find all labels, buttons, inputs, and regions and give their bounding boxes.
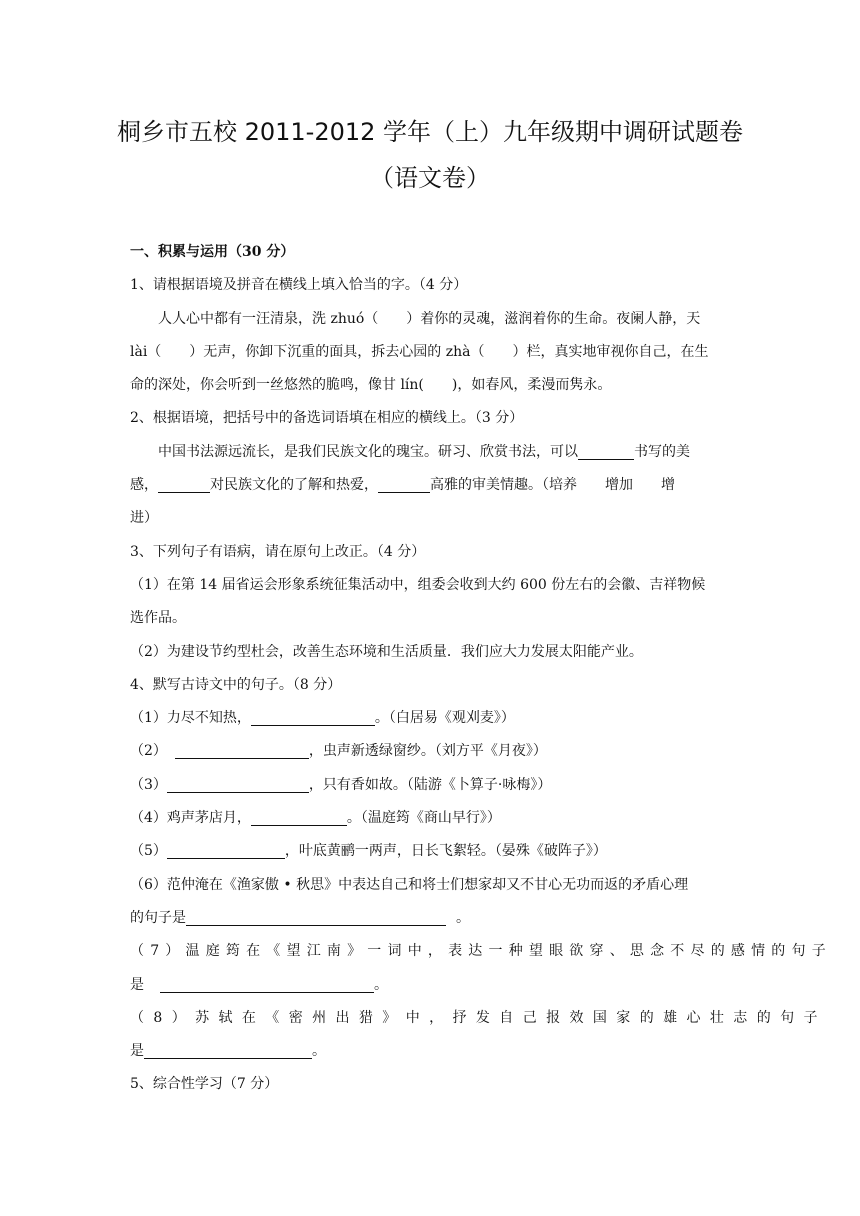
answer-blank[interactable]	[167, 840, 285, 859]
page-subtitle: （语文卷）	[370, 164, 490, 192]
item-text: ，虫声新透绿窗纱。（刘方平《月夜》）	[308, 743, 547, 760]
question-1-line-3: 命的深处，你会听到一丝悠然的脆鸣，像甘 lín( )，如春风，柔漫而隽永。	[130, 377, 612, 394]
answer-blank[interactable]	[186, 907, 446, 926]
question-4-item-7-cont	[130, 969, 730, 1002]
question-4-item-8-cont	[130, 1035, 730, 1068]
question-4-item-8: （8）苏轼在《密州出猎》中，抒发自己报效国家的雄心壮志的句子	[130, 1009, 827, 1026]
question-1-line-1: 人人心中都有一汪清泉，洗 zhuó（ ）着你的灵魂，滋润着你的生命。夜阑人静，天	[158, 310, 701, 327]
question-4-item-1	[130, 702, 730, 735]
item-text: （4）鸡声茅店月，	[130, 810, 251, 827]
question-3-sentence-2: （2）为建设节约型杜会，改善生态环境和生活质量．我们应大力发展太阳能产业。	[130, 643, 643, 660]
item-text: 是	[130, 1043, 144, 1060]
answer-blank[interactable]	[175, 740, 309, 759]
answer-blank[interactable]	[578, 441, 634, 460]
item-text: （1）力尽不知热，	[130, 710, 251, 727]
answer-blank[interactable]	[251, 807, 347, 826]
question-2-line-1	[130, 436, 730, 469]
q2-text: 感，	[130, 477, 158, 494]
q2-text: 书写的美	[634, 443, 690, 460]
q2-text: 对民族文化的了解和热爱，	[210, 477, 378, 494]
question-4-item-6: （6）范仲淹在《渔家傲 • 秋思》中表达自己和将士们想家却又不甘心无功而返的矛盾心理	[130, 876, 689, 893]
item-text: （2）	[130, 743, 167, 760]
question-2-line-2	[130, 469, 730, 502]
exam-body	[130, 236, 832, 1102]
question-1-prompt: 1、请根据语境及拼音在横线上填入恰当的字。（4 分）	[130, 277, 468, 294]
question-4-item-4	[130, 802, 730, 835]
question-4-item-5	[130, 835, 730, 868]
question-4-item-2	[130, 735, 730, 768]
question-2-prompt: 2、根据语境，把括号中的备选词语填在相应的横线上。（3 分）	[130, 410, 524, 427]
q2-text: 高雅的审美情趣。（培养 增加 增	[430, 477, 675, 494]
answer-blank[interactable]	[378, 474, 430, 493]
page-title: 桐乡市五校 2011-2012 学年（上）九年级期中调研试题卷	[116, 118, 744, 146]
question-3-sentence-1-cont: 选作品。	[130, 610, 186, 627]
item-text: 。	[312, 1043, 326, 1060]
question-2-line-3: 进）	[130, 510, 158, 527]
question-3-prompt: 3、下列句子有语病，请在原句上改正。（4 分）	[130, 543, 426, 560]
item-text: 。	[456, 909, 470, 926]
question-3-sentence-1: （1）在第 14 届省运会形象系统征集活动中，组委会收到大约 600 份左右的会徽、吉祥物候	[130, 576, 706, 593]
item-text: 的句子是	[130, 909, 186, 926]
item-text: 。（温庭筠《商山早行》）	[346, 810, 501, 827]
answer-blank[interactable]	[251, 707, 375, 726]
question-1-line-2: lài（ ）无声，你卸下沉重的面具，拆去心园的 zhà（ ）栏，真实地审视你自己，在生	[130, 343, 709, 360]
item-text: （5）	[130, 843, 167, 860]
question-4-item-6-cont	[130, 902, 730, 935]
answer-blank[interactable]	[160, 974, 374, 993]
item-text: ，叶底黄鹂一两声，日长飞絮轻。（晏殊《破阵子》）	[284, 843, 607, 860]
question-5-prompt: 5、综合性学习（7 分）	[130, 1076, 279, 1093]
section-heading: 一、积累与运用（30 分）	[130, 244, 295, 260]
question-4-item-7: （7）温庭筠在《望江南》一词中，表达一种望眼欲穿、思念不尽的感情的句子	[130, 943, 832, 960]
item-text: （3）	[130, 776, 167, 793]
item-text: 。	[374, 976, 388, 993]
question-4-prompt: 4、默写古诗文中的句子。（8 分）	[130, 676, 342, 693]
item-text: 。（白居易《观刈麦》）	[374, 710, 515, 727]
item-text: 是	[130, 976, 144, 993]
question-4-item-3	[130, 769, 730, 802]
answer-blank[interactable]	[158, 474, 210, 493]
answer-blank[interactable]	[167, 774, 309, 793]
answer-blank[interactable]	[144, 1040, 312, 1059]
q2-text: 中国书法源远流长，是我们民族文化的瑰宝。研习、欣赏书法，可以	[158, 443, 578, 460]
item-text: ，只有香如故。（陆游《卜算子·咏梅》）	[308, 776, 552, 793]
